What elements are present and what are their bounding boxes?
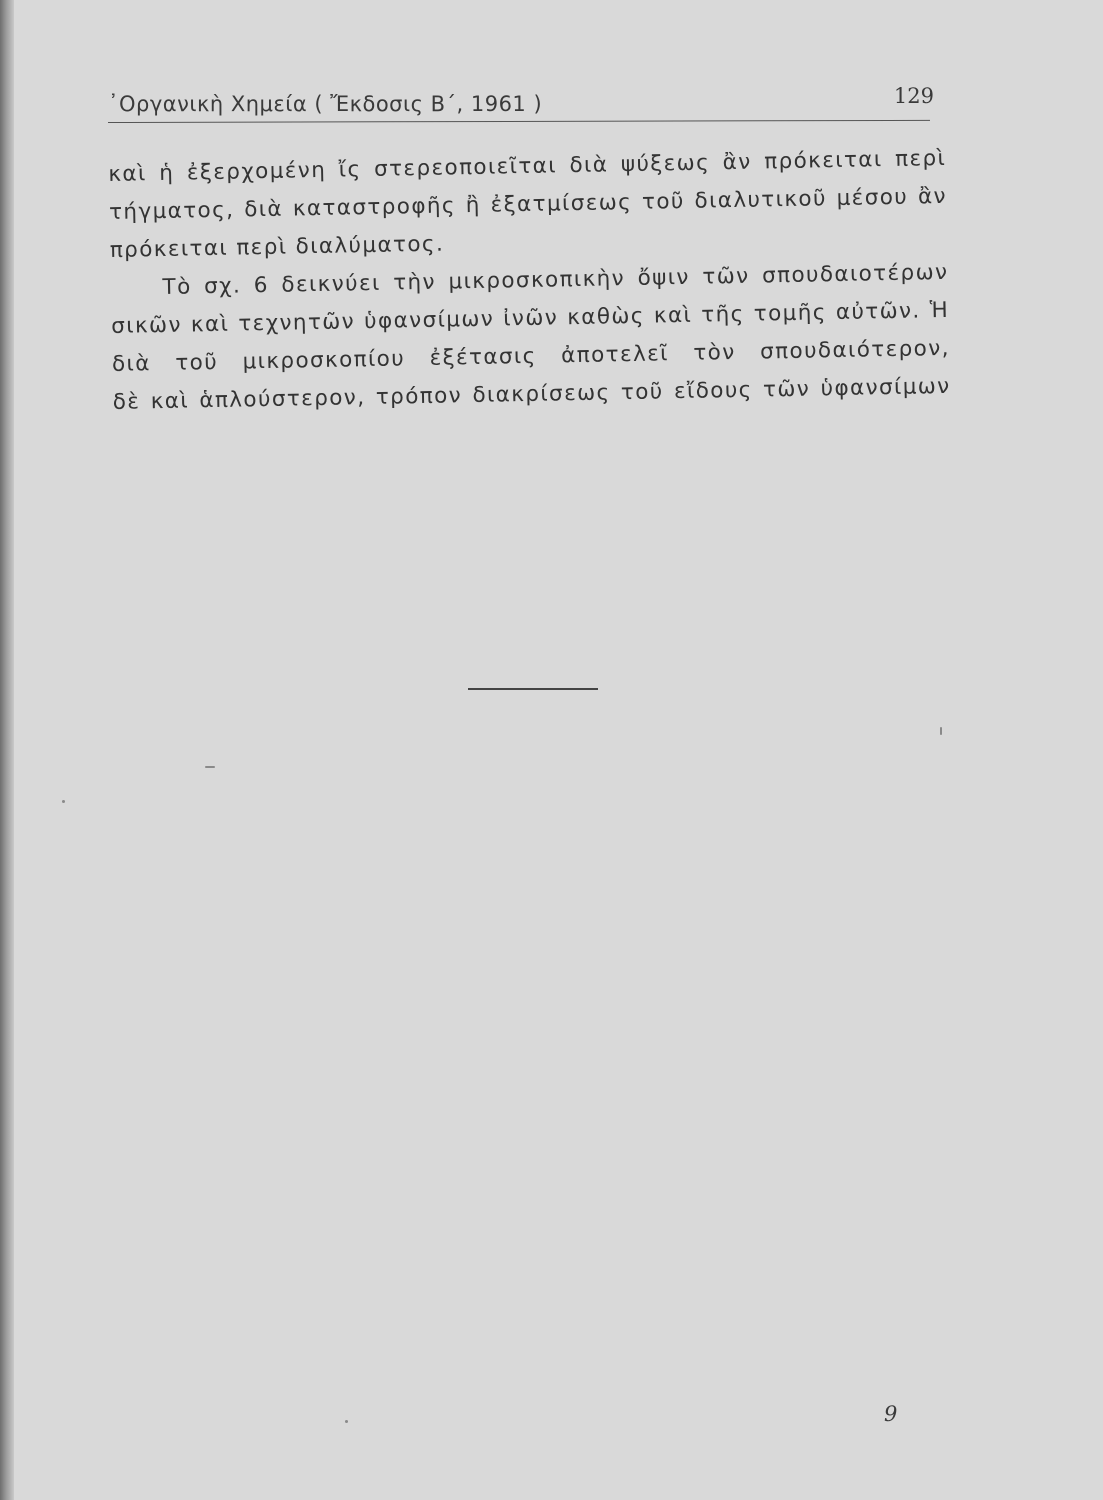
paragraph-line: διὰ τοῦ μικροσκοπίου ἐξέτασις ἀποτελεῖ τὸν σπουδαιότερον, bbox=[111, 335, 951, 377]
running-head-title: ᾿Οργανικὴ Χημεία ( Ἔκδοσις Β΄, 1961 ) bbox=[108, 92, 543, 116]
body-text bbox=[108, 140, 951, 422]
paragraph-line: καὶ ἡ ἐξερχομένη ἴς στερεοποιεῖται διὰ ψύξεως ἂν πρόκειται περὶ bbox=[108, 145, 947, 187]
running-head bbox=[108, 84, 938, 120]
paragraph-line: Τὸ σχ. 6 δεικνύει τὴν μικροσκοπικὴν ὄψιν τῶν σπουδαιοτέρων bbox=[162, 259, 949, 300]
binding-edge-shadow bbox=[0, 0, 14, 1500]
signature-mark: 9 bbox=[884, 1402, 898, 1426]
paper-speck bbox=[345, 1420, 348, 1423]
paragraph-line: πρόκειται περὶ διαλύματος. bbox=[109, 231, 445, 263]
paper-speck bbox=[940, 727, 942, 735]
section-end-rule bbox=[468, 688, 598, 690]
paper-speck bbox=[205, 766, 215, 768]
page-number: 129 bbox=[893, 84, 934, 108]
paper-speck bbox=[62, 800, 65, 803]
paragraph-line: σικῶν καὶ τεχνητῶν ὑφανσίμων ἰνῶν καθὼς καὶ τῆς τομῆς αὐτῶν. Ἡ bbox=[111, 297, 950, 339]
paragraph-line: δὲ καὶ ἁπλούστερον, τρόπον διακρίσεως τοῦ εἴδους τῶν ὑφανσίμων bbox=[112, 373, 951, 415]
paragraph-line: τήγματος, διὰ καταστροφῆς ἢ ἐξατμίσεως τοῦ διαλυτικοῦ μέσου ἂν bbox=[108, 183, 948, 225]
